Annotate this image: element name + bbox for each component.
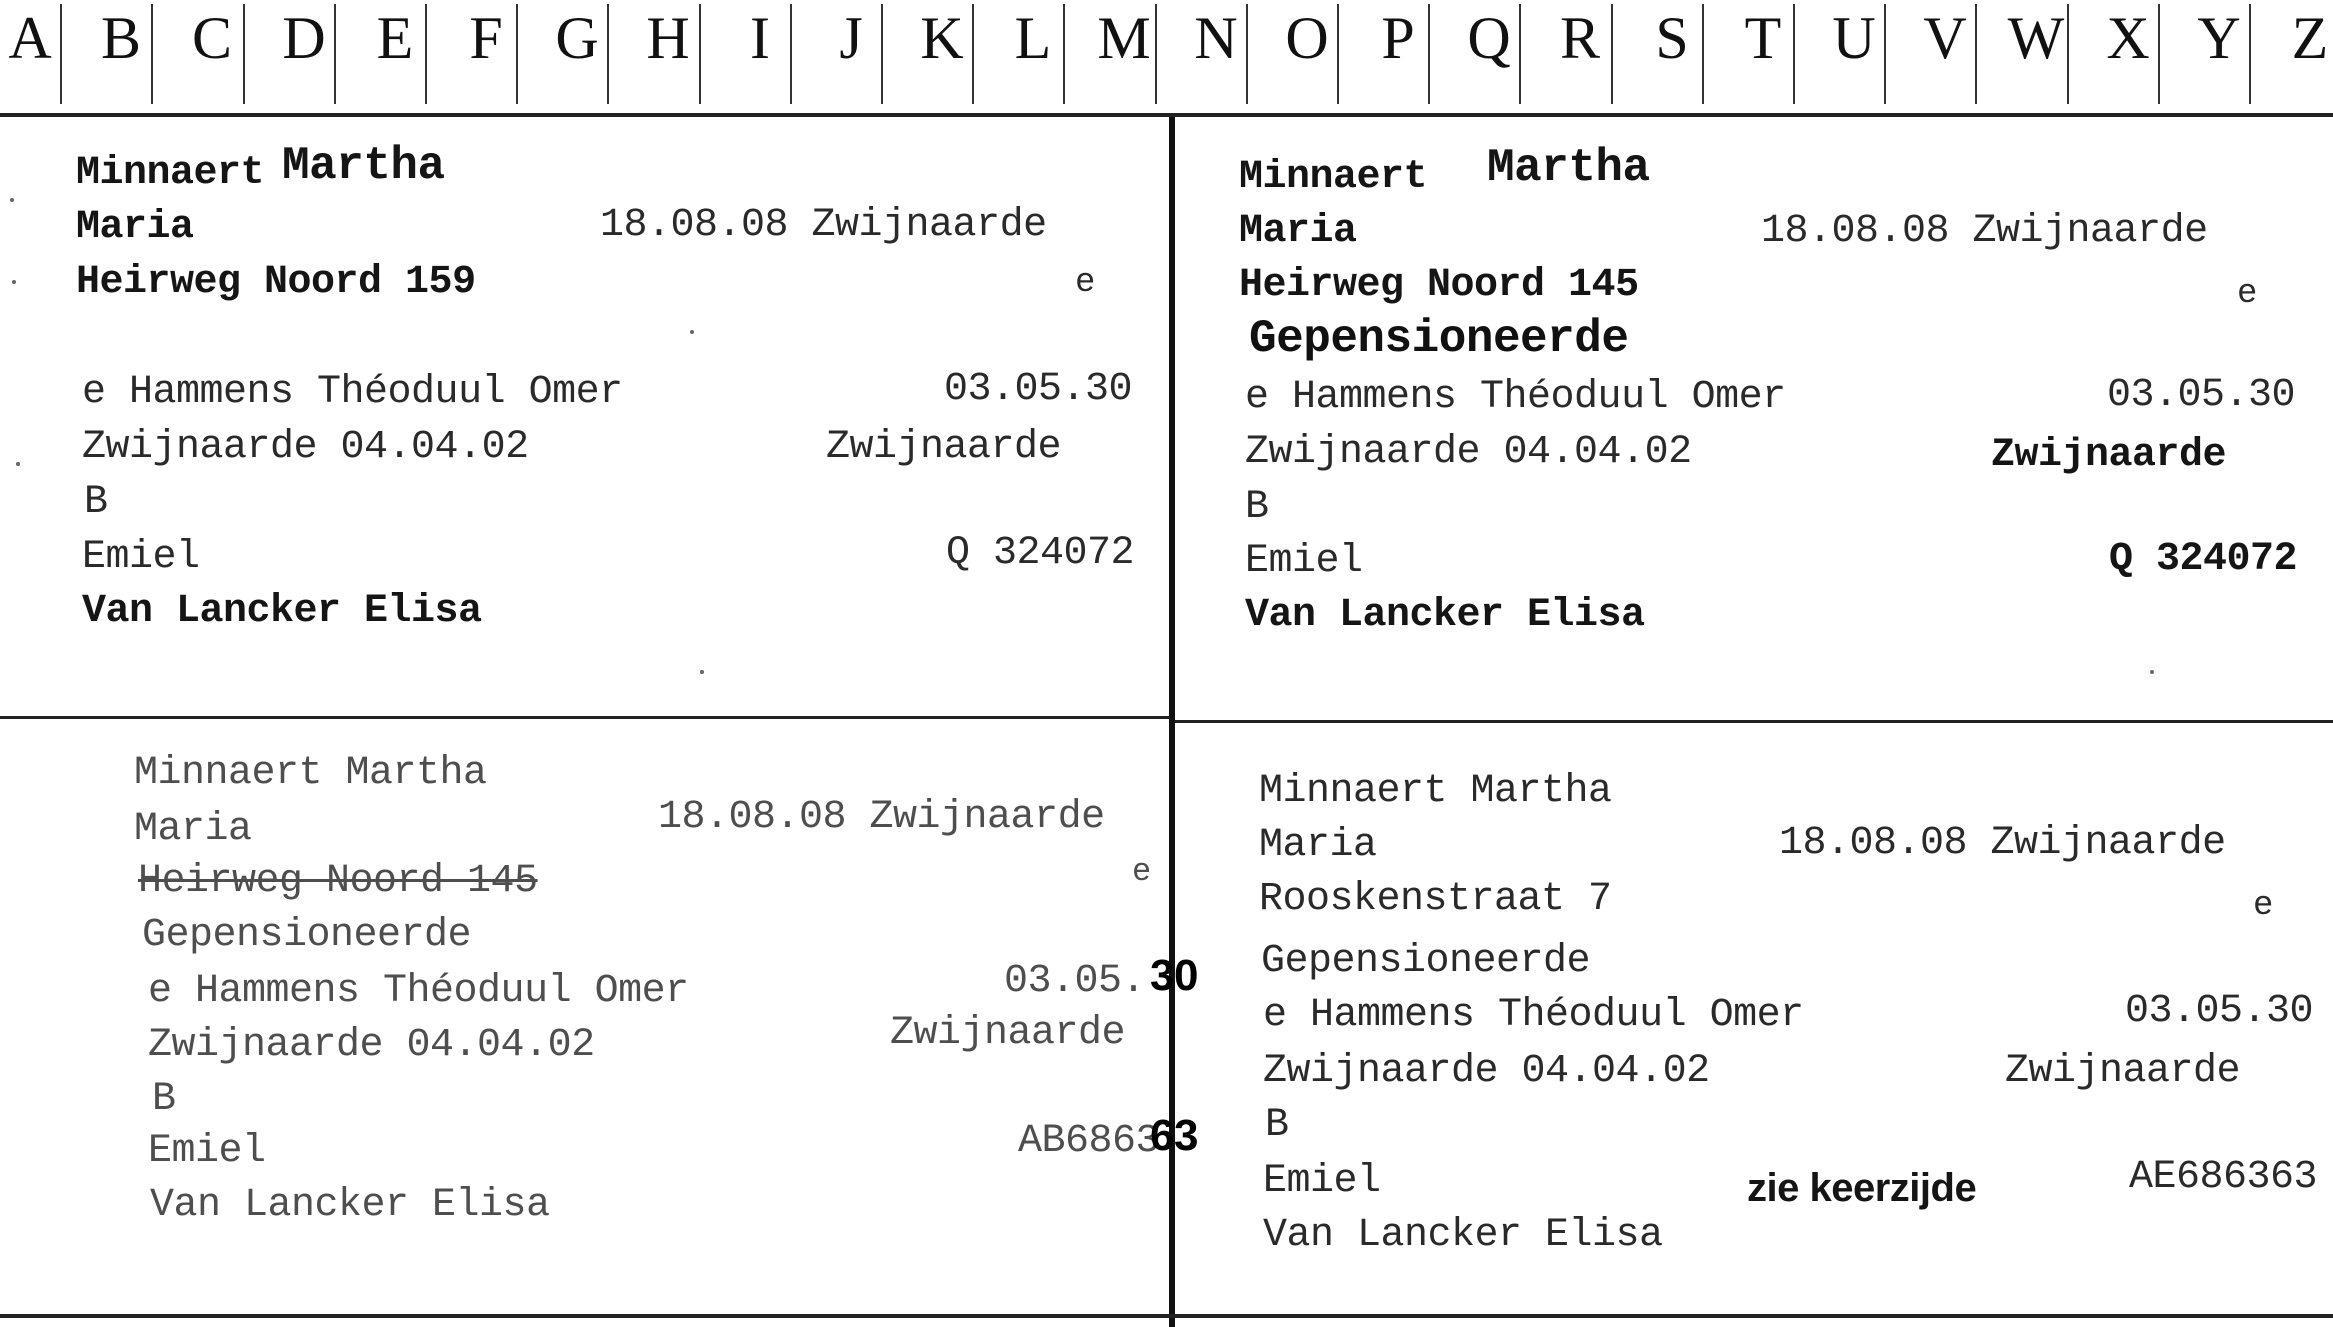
card-spouse-date: 03.05.30: [2125, 989, 2314, 1034]
card-id: AB6863: [1018, 1119, 1160, 1164]
index-separator: [607, 4, 609, 104]
index-separator: [2249, 4, 2251, 104]
index-letter-a: A: [8, 5, 52, 71]
index-letter-l: L: [1014, 5, 1052, 71]
card-marriage: Zwijnaarde 04.04.02: [1263, 1049, 1710, 1094]
card-second-name: Maria: [1239, 209, 1357, 254]
bottom-rule: [0, 1314, 2333, 1318]
index-separator: [1975, 4, 1977, 104]
index-letter-t: T: [1744, 5, 1782, 71]
card-firstname: Martha: [282, 140, 445, 192]
card-surname: Minnaert Martha: [1259, 769, 1612, 814]
card-b: B: [1245, 485, 1269, 530]
index-separator: [1884, 4, 1886, 104]
index-letter-y: Y: [2197, 5, 2241, 71]
index-letter-u: U: [1832, 5, 1876, 71]
card-birth: 18.08.08 Zwijnaarde: [600, 203, 1047, 248]
card-address: Rooskenstraat 7: [1259, 877, 1612, 922]
index-letter-j: J: [839, 5, 863, 71]
index-letter-s: S: [1655, 5, 1689, 71]
index-letter-q: Q: [1467, 5, 1511, 71]
card-father: Emiel: [148, 1129, 266, 1174]
card-marriage: Zwijnaarde 04.04.02: [1245, 430, 1692, 475]
index-separator: [2067, 4, 2069, 104]
scan-speck: [12, 280, 16, 284]
card-mother: Van Lancker Elisa: [1245, 593, 1645, 638]
index-separator: [1337, 4, 1339, 104]
record-card-top-left: [0, 117, 1169, 716]
card-birth: 18.08.08 Zwijnaarde: [1779, 821, 2226, 866]
card-b: B: [84, 480, 108, 525]
card-id: Q 324072: [946, 531, 1135, 576]
card-occupation: Gepensioneerde: [1249, 313, 1629, 365]
card-second-name: Maria: [1259, 823, 1377, 868]
index-letter-r: R: [1559, 5, 1601, 71]
index-separator: [1063, 4, 1065, 104]
index-letter-m: M: [1097, 5, 1151, 71]
card-spouse: e Hammens Théoduul Omer: [1263, 993, 1804, 1038]
index-separator: [1702, 4, 1704, 104]
card-mother: Van Lancker Elisa: [82, 589, 482, 634]
card-address-struck: Heirweg Noord 145: [138, 859, 538, 904]
card-mother: Van Lancker Elisa: [1263, 1213, 1663, 1258]
card-mark: e: [2237, 275, 2257, 313]
index-separator: [1428, 4, 1430, 104]
card-b: B: [152, 1077, 176, 1122]
index-letter-f: F: [469, 5, 503, 71]
card-surname: Minnaert: [76, 151, 265, 196]
scan-speck: [690, 330, 694, 334]
card-b: B: [1265, 1103, 1289, 1148]
index-separator: [2158, 4, 2160, 104]
card-mark: e: [2253, 887, 2273, 925]
card-address: Heirweg Noord 145: [1239, 263, 1639, 308]
scan-speck: [2150, 670, 2154, 674]
index-separator: [243, 4, 245, 104]
card-mark: e: [1075, 264, 1095, 302]
index-separator: [151, 4, 153, 104]
card-father: Emiel: [82, 535, 200, 580]
card-spouse-date: 03.05.30: [944, 367, 1133, 412]
index-separator: [1246, 4, 1248, 104]
card-surname: Minnaert: [1239, 155, 1428, 200]
card-spouse: e Hammens Théoduul Omer: [82, 370, 623, 415]
card-firstname: Martha: [1487, 142, 1650, 194]
record-card-bottom-left: [0, 719, 1198, 1314]
scan-speck: [10, 198, 14, 202]
index-letter-d: D: [282, 5, 326, 71]
card-note: zie keerzijde: [1747, 1166, 1977, 1210]
index-separator: [699, 4, 701, 104]
scan-speck: [16, 462, 20, 466]
index-letter-e: E: [376, 5, 414, 71]
index-letter-v: V: [1923, 5, 1967, 71]
scan-speck: [700, 670, 704, 674]
index-separator: [516, 4, 518, 104]
record-card-bottom-right: [1175, 723, 2333, 1314]
index-separator: [1155, 4, 1157, 104]
card-second-name: Maria: [134, 807, 252, 852]
card-occupation: Gepensioneerde: [1261, 939, 1591, 984]
card-mark: e: [1132, 853, 1151, 890]
card-spouse: e Hammens Théoduul Omer: [148, 969, 689, 1014]
index-letter-i: I: [750, 5, 770, 71]
record-card-top-right: [1175, 117, 2333, 720]
card-birth: 18.08.08 Zwijnaarde: [658, 795, 1105, 840]
index-separator: [972, 4, 974, 104]
card-spouse-date: 03.05.30: [2107, 373, 2296, 418]
card-father: Emiel: [1263, 1159, 1381, 1204]
index-letter-n: N: [1194, 5, 1238, 71]
index-letter-c: C: [191, 5, 233, 71]
index-separator: [881, 4, 883, 104]
card-marriage-place: Zwijnaarde: [826, 425, 1062, 470]
index-letter-g: G: [555, 5, 599, 71]
card-id: AE686363: [2129, 1155, 2318, 1200]
card-birth: 18.08.08 Zwijnaarde: [1761, 209, 2208, 254]
card-marriage-place: Zwijnaarde: [890, 1011, 1126, 1056]
index-letter-b: B: [100, 5, 142, 71]
card-id: Q 324072: [2109, 537, 2298, 582]
index-letter-p: P: [1381, 5, 1415, 71]
index-separator: [60, 4, 62, 104]
card-occupation: Gepensioneerde: [142, 913, 472, 958]
card-spouse-date: 03.05.: [1004, 959, 1146, 1004]
card-spouse: e Hammens Théoduul Omer: [1245, 375, 1786, 420]
card-second-name: Maria: [76, 205, 194, 250]
card-id-handwritten: 63: [1150, 1111, 1198, 1160]
card-address: Heirweg Noord 159: [76, 260, 476, 305]
index-separator: [1793, 4, 1795, 104]
index-separator: [790, 4, 792, 104]
index-separator: [334, 4, 336, 104]
index-letter-z: Z: [2291, 5, 2329, 71]
index-letter-x: X: [2106, 5, 2150, 71]
index-letter-h: H: [646, 5, 690, 71]
card-mother: Van Lancker Elisa: [150, 1183, 550, 1228]
index-letter-k: K: [920, 5, 964, 71]
card-father: Emiel: [1245, 539, 1363, 584]
index-separator: [1519, 4, 1521, 104]
card-spouse-date-handwritten: 30: [1150, 951, 1198, 1000]
card-surname: Minnaert Martha: [134, 751, 487, 796]
index-separator: [425, 4, 427, 104]
card-marriage: Zwijnaarde 04.04.02: [82, 425, 529, 470]
card-marriage-place: Zwijnaarde: [1991, 433, 2227, 478]
card-marriage-place: Zwijnaarde: [2005, 1049, 2241, 1094]
index-separator: [1611, 4, 1613, 104]
index-letter-o: O: [1285, 5, 1329, 71]
index-letter-w: W: [2007, 5, 2065, 71]
alphabet-index-strip: [0, 0, 2333, 115]
card-marriage: Zwijnaarde 04.04.02: [148, 1023, 595, 1068]
